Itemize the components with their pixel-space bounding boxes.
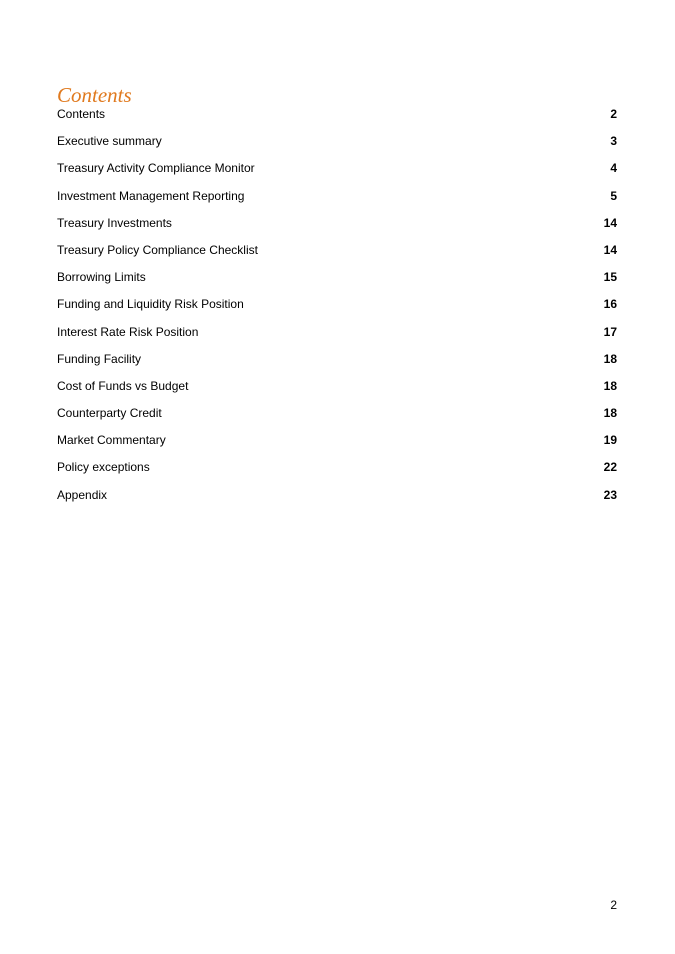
toc-entry-page-number: 14: [603, 242, 617, 257]
toc-entry-page-number: 19: [603, 433, 617, 448]
toc-entry-treasury-policy-compliance-checklist[interactable]: [57, 242, 617, 269]
toc-entry-page-number: 5: [610, 188, 617, 203]
toc-entry-page-number: 14: [603, 215, 617, 230]
toc-entry-policy-exceptions[interactable]: [57, 459, 617, 486]
toc-entry-page-number: 18: [603, 406, 617, 421]
toc-entry-title: Cost of Funds vs Budget: [57, 378, 189, 393]
toc-entry-title: Treasury Activity Compliance Monitor: [57, 161, 255, 176]
toc-entry-title: Treasury Investments: [57, 215, 172, 230]
toc-entry-funding-and-liquidity-risk-position[interactable]: [57, 296, 617, 323]
toc-entry-interest-rate-risk-position[interactable]: [57, 324, 617, 351]
toc-entry-title: Executive summary: [57, 134, 162, 149]
toc-entry-treasury-activity-compliance-monitor[interactable]: [57, 160, 617, 187]
toc-entry-title: Investment Management Reporting: [57, 188, 245, 203]
toc-entry-executive-summary[interactable]: [57, 133, 617, 160]
toc-entry-title: Funding Facility: [57, 351, 142, 366]
toc-entry-appendix[interactable]: [57, 487, 617, 514]
toc-entry-title: Borrowing Limits: [57, 270, 146, 285]
toc-entry-page-number: 4: [610, 161, 617, 176]
toc-entry-page-number: 18: [603, 351, 617, 366]
contents-heading: Contents: [57, 83, 132, 107]
toc-entry-title: Counterparty Credit: [57, 406, 162, 421]
toc-entry-title: Funding and Liquidity Risk Position: [57, 297, 244, 312]
toc-entry-page-number: 3: [610, 134, 617, 149]
toc-entry-title: Treasury Policy Compliance Checklist: [57, 242, 258, 257]
toc-entry-contents[interactable]: [57, 106, 617, 133]
toc-entry-counterparty-credit[interactable]: [57, 405, 617, 432]
toc-entry-page-number: 16: [603, 297, 617, 312]
toc-entry-title: Policy exceptions: [57, 460, 150, 475]
toc-entry-cost-of-funds-vs-budget[interactable]: [57, 378, 617, 405]
toc-entry-page-number: 17: [603, 324, 617, 339]
toc-entry-title: Appendix: [57, 487, 108, 502]
toc-entry-title: Interest Rate Risk Position: [57, 324, 199, 339]
toc-entry-market-commentary[interactable]: [57, 432, 617, 459]
toc-entry-borrowing-limits[interactable]: [57, 269, 617, 296]
toc-entry-funding-facility[interactable]: [57, 351, 617, 378]
toc-entry-page-number: 23: [603, 487, 617, 502]
toc-entry-title: Contents: [57, 107, 106, 121]
toc-entry-page-number: 15: [603, 270, 617, 285]
toc-entry-page-number: 22: [603, 460, 617, 475]
toc-entry-page-number: 2: [610, 107, 617, 121]
table-of-contents: [57, 106, 617, 514]
toc-entry-treasury-investments[interactable]: [57, 215, 617, 242]
toc-entry-investment-management-reporting[interactable]: [57, 188, 617, 215]
toc-entry-title: Market Commentary: [57, 433, 166, 448]
footer-page-number: 2: [610, 898, 617, 912]
toc-entry-page-number: 18: [603, 378, 617, 393]
